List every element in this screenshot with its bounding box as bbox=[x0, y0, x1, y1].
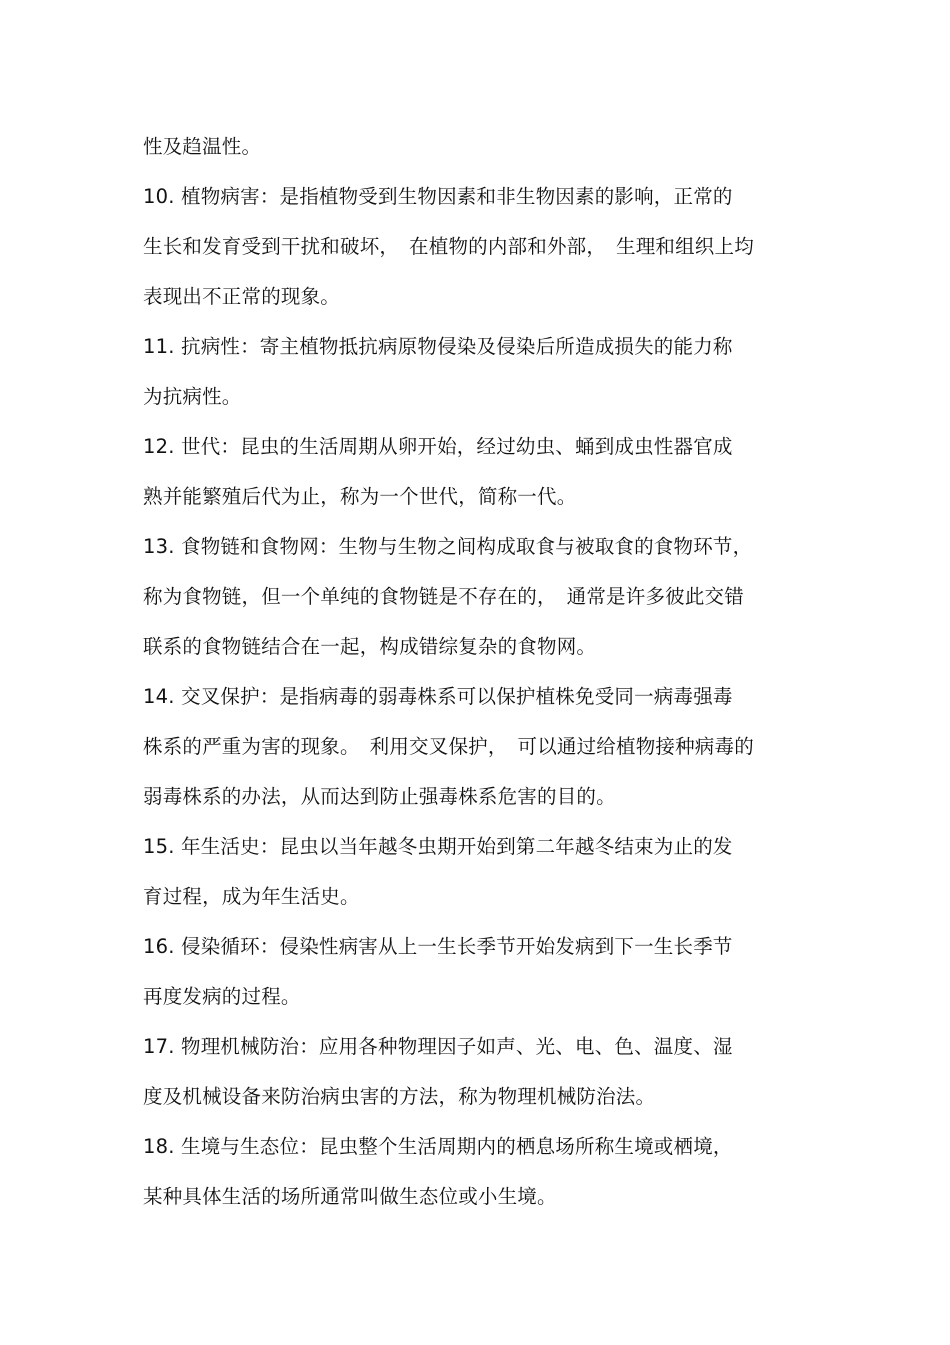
text-body bbox=[143, 122, 823, 1222]
text-line: 称为食物链，但一个单纯的食物链是不存在的， 通常是许多彼此交错 bbox=[143, 585, 744, 608]
text-line: 10. 植物病害：是指植物受到生物因素和非生物因素的影响，正常的 bbox=[143, 185, 733, 208]
text-line: 再度发病的过程。 bbox=[143, 985, 301, 1008]
text-line: 性及趋温性。 bbox=[143, 135, 262, 158]
text-line: 株系的严重为害的现象。 利用交叉保护， 可以通过给植物接种病毒的 bbox=[143, 735, 754, 758]
text-line: 生长和发育受到干扰和破坏， 在植物的内部和外部， 生理和组织上均 bbox=[143, 235, 754, 258]
text-line: 18. 生境与生态位：昆虫整个生活周期内的栖息场所称生境或栖境， bbox=[143, 1135, 733, 1158]
text-line: 度及机械设备来防治病虫害的方法，称为物理机械防治法。 bbox=[143, 1085, 656, 1108]
text-line: 弱毒株系的办法，从而达到防止强毒株系危害的目的。 bbox=[143, 785, 616, 808]
text-line: 15. 年生活史：昆虫以当年越冬虫期开始到第二年越冬结束为止的发 bbox=[143, 835, 733, 858]
text-line: 表现出不正常的现象。 bbox=[143, 285, 341, 308]
text-line: 16. 侵染循环：侵染性病害从上一生长季节开始发病到下一生长季节 bbox=[143, 935, 733, 958]
text-line: 17. 物理机械防治：应用各种物理因子如声、光、电、色、温度、湿 bbox=[143, 1035, 733, 1058]
text-line: 联系的食物链结合在一起，构成错综复杂的食物网。 bbox=[143, 635, 597, 658]
text-line: 11. 抗病性：寄主植物抵抗病原物侵染及侵染后所造成损失的能力称 bbox=[143, 335, 733, 358]
text-line: 13. 食物链和食物网：生物与生物之间构成取食与被取食的食物环节， bbox=[143, 535, 753, 558]
text-line: 12. 世代：昆虫的生活周期从卵开始，经过幼虫、蛹到成虫性器官成 bbox=[143, 435, 733, 458]
text-line: 熟并能繁殖后代为止，称为一个世代，简称一代。 bbox=[143, 485, 577, 508]
text-line: 某种具体生活的场所通常叫做生态位或小生境。 bbox=[143, 1185, 557, 1208]
text-line: 育过程，成为年生活史。 bbox=[143, 885, 360, 908]
text-line: 为抗病性。 bbox=[143, 385, 242, 408]
text-line: 14. 交叉保护：是指病毒的弱毒株系可以保护植株免受同一病毒强毒 bbox=[143, 685, 733, 708]
